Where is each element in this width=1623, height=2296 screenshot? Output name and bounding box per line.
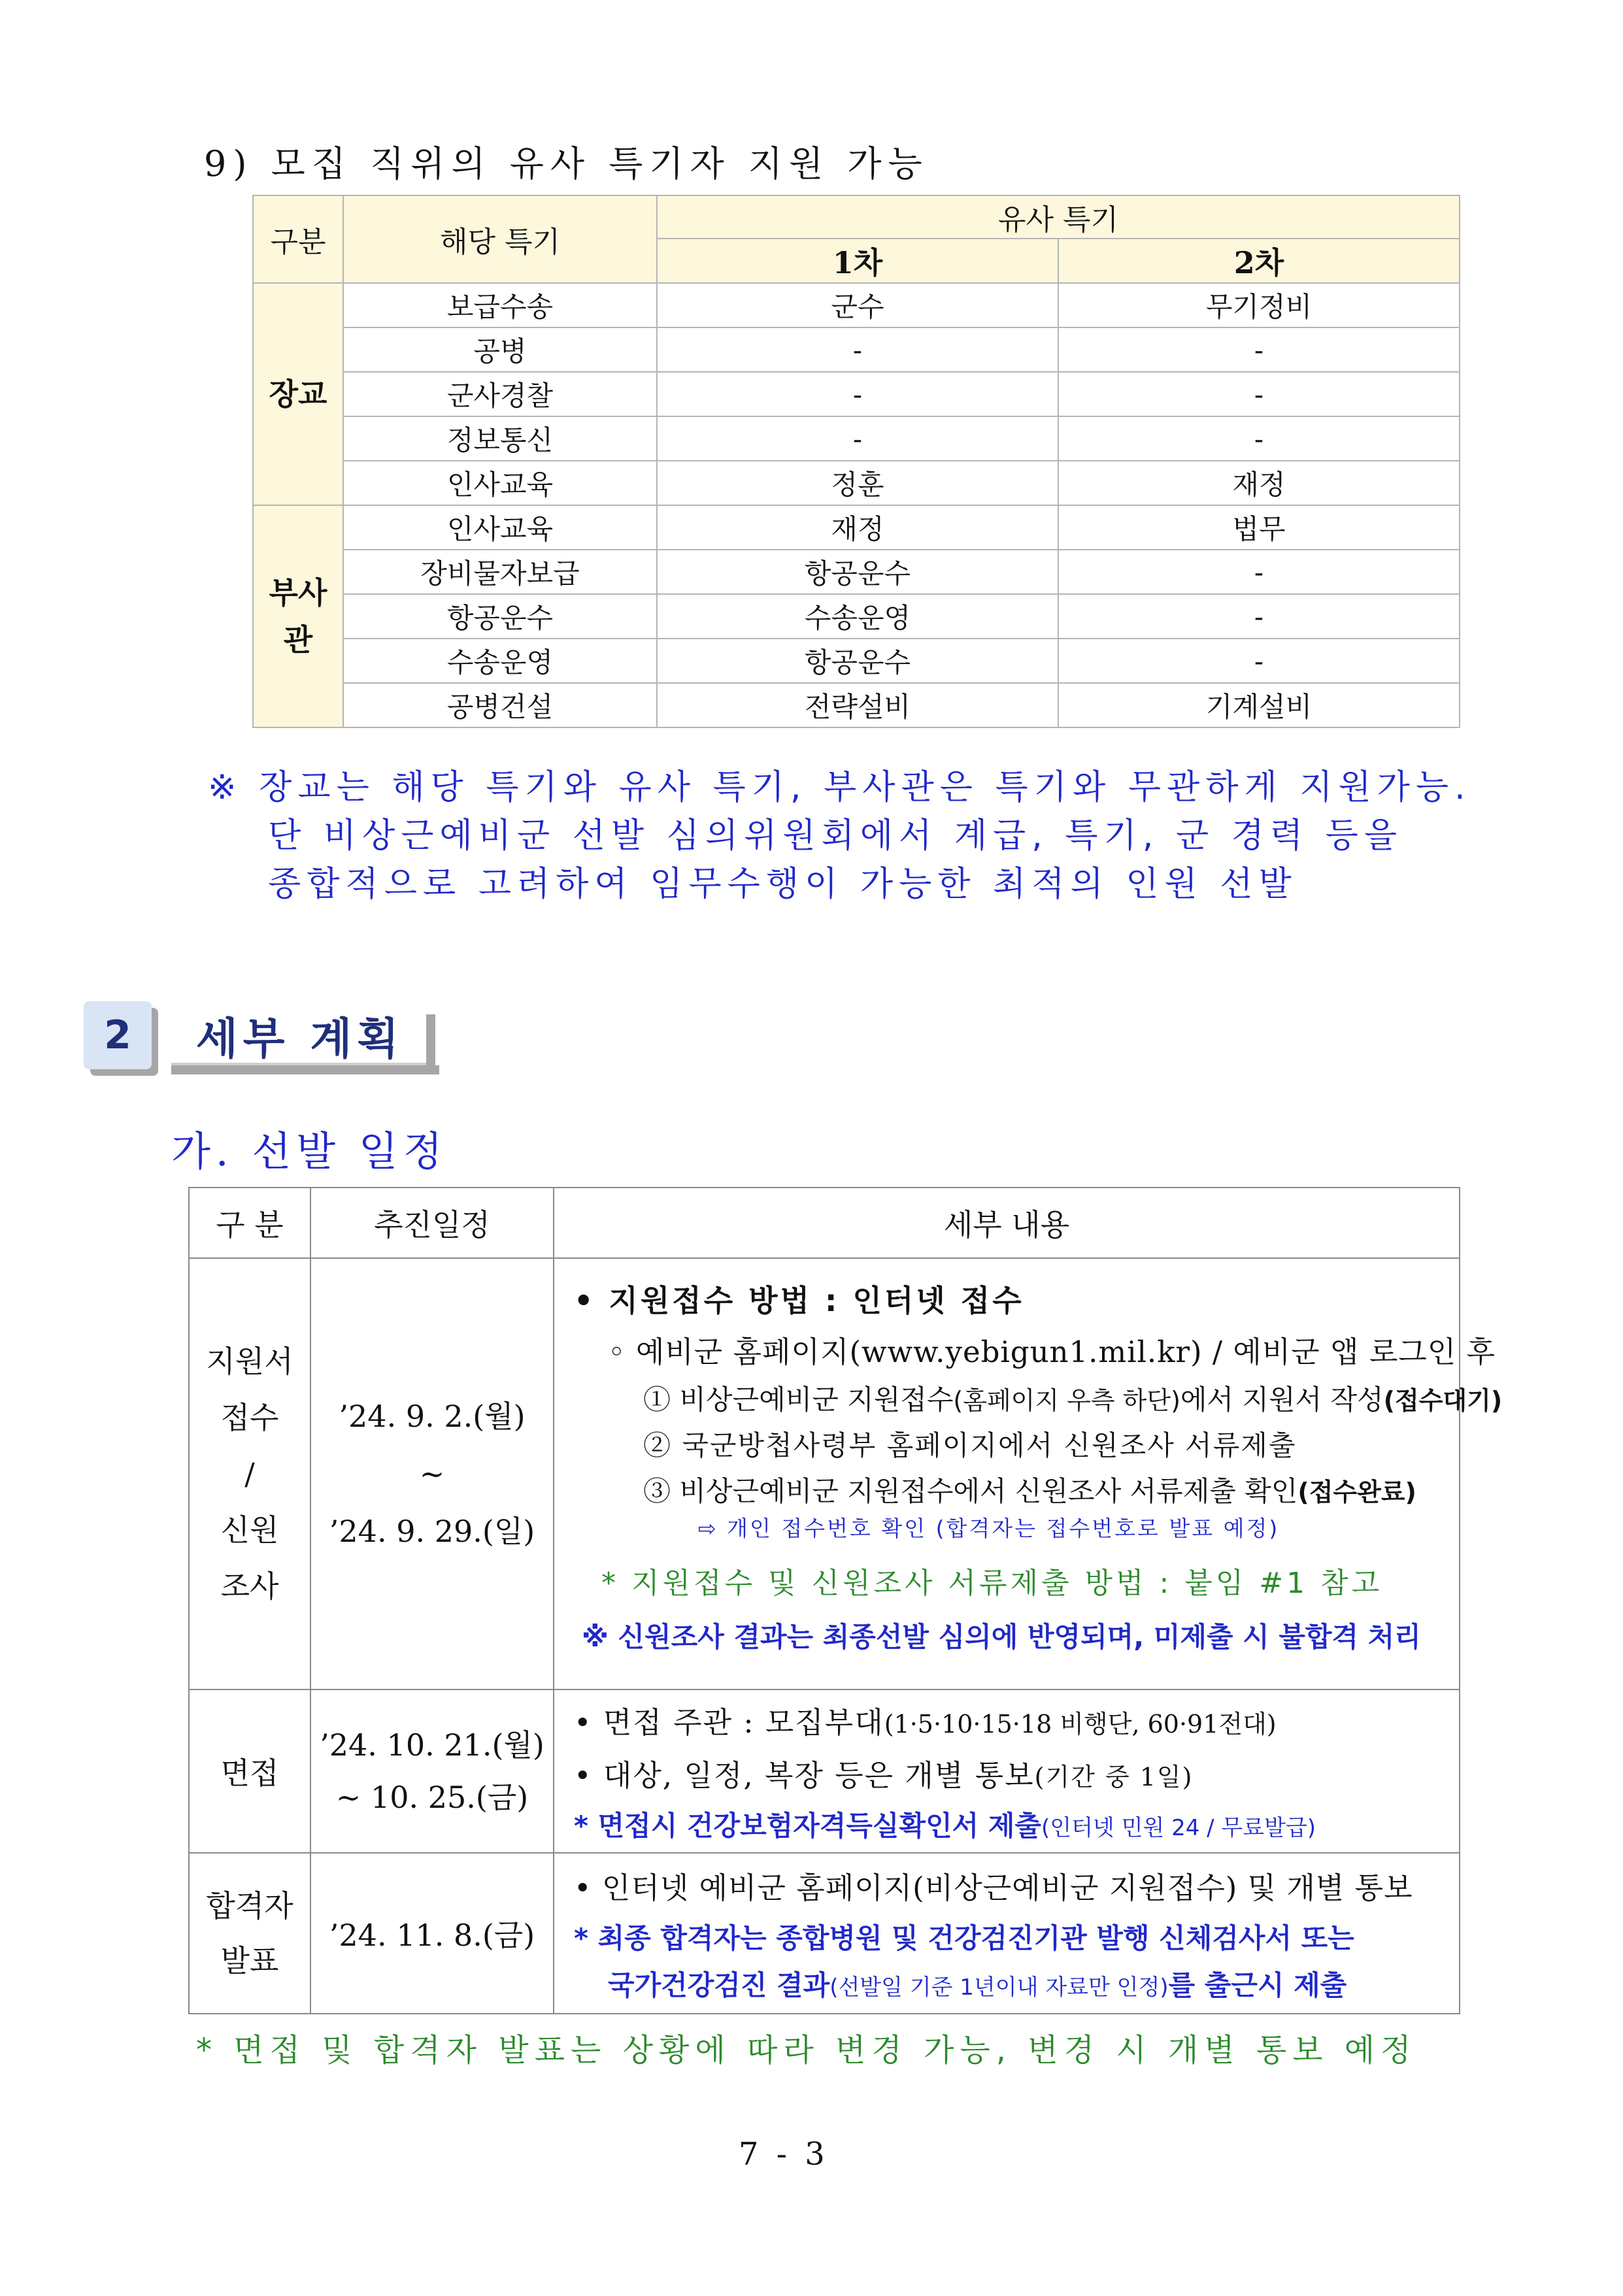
category-line: 조사 xyxy=(220,1569,279,1604)
second-cell: - xyxy=(1058,327,1460,372)
header-category: 구분 xyxy=(253,195,343,283)
first-cell: 재정 xyxy=(657,505,1058,550)
table-row xyxy=(253,327,1460,372)
first-cell: 군수 xyxy=(657,283,1058,327)
table-row xyxy=(253,283,1460,327)
category-cell xyxy=(189,1258,310,1689)
category-line: 신원 xyxy=(220,1512,279,1548)
note-line-3: 종합적으로 고려하여 임무수행이 가능한 최적의 인원 선발 xyxy=(268,865,1297,904)
specialty-cell: 정보통신 xyxy=(343,416,657,461)
second-cell: 재정 xyxy=(1058,461,1460,505)
note-line-2: 단 비상근예비군 선발 심의위원회에서 계급, 특기, 군 경력 등을 xyxy=(268,816,1403,856)
schedule-row-announcement xyxy=(189,1853,1460,2014)
warning-note: ※ 신원조사 결과는 최종선발 심의에 반영되며, 미제출 시 불합격 처리 xyxy=(582,1621,1421,1653)
application-method: • 지원접수 방법 : 인터넷 접수 xyxy=(574,1283,1024,1318)
header-first: 1차 xyxy=(657,239,1058,283)
second-cell: 법무 xyxy=(1058,505,1460,550)
date-line: ~ 10. 25.(금) xyxy=(335,1780,529,1815)
step-1-text: ① 비상근예비군 지원접수 xyxy=(643,1384,954,1416)
specialty-cell: 공병 xyxy=(343,327,657,372)
interview-host-text: • 면접 주관 : 모집부대 xyxy=(574,1705,884,1740)
section-bracket xyxy=(426,1014,435,1074)
category-line: 지원서 xyxy=(206,1344,293,1379)
section-number: 2 xyxy=(104,1012,131,1058)
category-line: / xyxy=(244,1456,255,1491)
first-cell: - xyxy=(657,372,1058,416)
step-3-status: (접수완료) xyxy=(1297,1478,1416,1506)
note-line-1: ※ 장교는 해당 특기와 유사 특기, 부사관은 특기와 무관하게 지원가능. xyxy=(208,768,1471,807)
category-cell xyxy=(189,1853,310,2014)
first-cell: 항공운수 xyxy=(657,550,1058,594)
subsection-title: 가. 선발 일정 xyxy=(171,1127,448,1175)
detail-cell xyxy=(554,1853,1460,2014)
second-cell: - xyxy=(1058,372,1460,416)
table-row xyxy=(253,550,1460,594)
specialty-cell: 공병건설 xyxy=(343,683,657,727)
second-cell: - xyxy=(1058,639,1460,683)
step-1-note: (홈페이지 우측 하단) xyxy=(953,1386,1180,1415)
specialty-cell: 항공운수 xyxy=(343,594,657,639)
specialty-cell: 군사경찰 xyxy=(343,372,657,416)
group-nco-line1: 부사 xyxy=(269,575,327,610)
header-second: 2차 xyxy=(1058,239,1460,283)
specialty-cell: 보급수송 xyxy=(343,283,657,327)
interview-notice-text: • 대상, 일정, 복장 등은 개별 통보 xyxy=(574,1758,1035,1793)
first-cell: 정훈 xyxy=(657,461,1058,505)
first-cell: 전략설비 xyxy=(657,683,1058,727)
header-detail: 세부 내용 xyxy=(554,1188,1460,1258)
step-1-status: (접수대기) xyxy=(1383,1386,1503,1415)
table-row xyxy=(253,639,1460,683)
first-cell: 수송운영 xyxy=(657,594,1058,639)
final-document-text: 국가건강검진 결과 xyxy=(608,1969,830,2001)
footnote: * 면접 및 합격자 발표는 상황에 따라 변경 가능, 변경 시 개별 통보 예정 xyxy=(196,2032,1417,2069)
interview-host-units: (1·5·10·15·18 비행단, 60·91전대) xyxy=(884,1710,1277,1739)
step-1-text-2: 에서 지원서 작성 xyxy=(1180,1384,1384,1416)
similar-specialty-table xyxy=(252,195,1460,728)
final-document-note-2 xyxy=(574,1964,1459,2003)
final-document-condition: (선발일 기준 1년이내 자료만 인정) xyxy=(829,1974,1169,2001)
second-cell: 기계설비 xyxy=(1058,683,1460,727)
receipt-number-note: ⇨ 개인 접수번호 확인 (합격자는 접수번호로 발표 예정) xyxy=(698,1516,1280,1541)
detail-cell xyxy=(554,1258,1503,1689)
final-document-end: 를 출근시 제출 xyxy=(1168,1969,1347,2001)
interview-document-note: (인터넷 민원 24 / 무료발급) xyxy=(1041,1815,1316,1841)
date-line: ’24. 9. 29.(일) xyxy=(329,1514,535,1549)
interview-host xyxy=(574,1699,1459,1741)
section-underline xyxy=(171,1065,439,1074)
specialty-cell: 인사교육 xyxy=(343,505,657,550)
interview-notice-period: (기간 중 1일) xyxy=(1034,1763,1194,1791)
category-cell: 면접 xyxy=(189,1689,310,1853)
category-line: 발표 xyxy=(220,1943,279,1978)
second-cell: - xyxy=(1058,550,1460,594)
date-cell: ’24. 11. 8.(금) xyxy=(310,1853,554,2014)
header-category: 구 분 xyxy=(189,1188,310,1258)
final-document-note: * 최종 합격자는 종합병원 및 건강검진기관 발행 신체검사서 또는 xyxy=(574,1922,1354,1954)
section-title: 세부 계획 xyxy=(196,1014,405,1064)
table-row xyxy=(253,505,1460,550)
table-row xyxy=(253,372,1460,416)
specialty-cell: 장비물자보급 xyxy=(343,550,657,594)
date-line: ’24. 9. 2.(월) xyxy=(339,1399,526,1434)
specialty-cell: 수송운영 xyxy=(343,639,657,683)
page-number: 7 - 3 xyxy=(739,2136,829,2172)
first-cell: 항공운수 xyxy=(657,639,1058,683)
date-cell xyxy=(310,1689,554,1853)
category-line: 합격자 xyxy=(206,1888,293,1923)
category-line: 접수 xyxy=(220,1400,279,1435)
step-2: ② 국군방첩사령부 홈페이지에서 신원조사 서류제출 xyxy=(643,1429,1297,1461)
table-row xyxy=(253,594,1460,639)
interview-document-text: * 면접시 건강보험자격득실확인서 제출 xyxy=(574,1810,1041,1842)
homepage-instruction: ◦ 예비군 홈페이지(www.yebigun1.mil.kr) / 예비군 앱 로그인 후 xyxy=(608,1335,1496,1369)
header-specialty: 해당 특기 xyxy=(343,195,657,283)
heading-item-9: 9) 모집 직위의 유사 특기자 지원 가능 xyxy=(204,143,929,184)
second-cell: 무기정비 xyxy=(1058,283,1460,327)
interview-document xyxy=(574,1805,1459,1844)
specialty-cell: 인사교육 xyxy=(343,461,657,505)
announcement-method: • 인터넷 예비군 홈페이지(비상근예비군 지원접수) 및 개별 통보 xyxy=(574,1870,1413,1905)
step-1 xyxy=(574,1378,1503,1418)
detail-cell xyxy=(554,1689,1460,1853)
header-similar: 유사 특기 xyxy=(657,195,1460,239)
date-line: ~ xyxy=(419,1456,445,1491)
first-cell: - xyxy=(657,416,1058,461)
table-row xyxy=(253,683,1460,727)
group-officer: 장교 xyxy=(253,283,343,505)
schedule-row-interview xyxy=(189,1689,1460,1853)
table-row xyxy=(253,416,1460,461)
reference-note: * 지원접수 및 신원조사 서류제출 방법 : 붙임 #1 참고 xyxy=(601,1567,1383,1600)
date-line: ’24. 10. 21.(월) xyxy=(320,1727,544,1763)
schedule-table xyxy=(188,1187,1503,2014)
table-row xyxy=(253,461,1460,505)
interview-notice xyxy=(574,1752,1459,1794)
group-nco-line2: 관 xyxy=(283,622,313,657)
step-3-text: ③ 비상근예비군 지원접수에서 신원조사 서류제출 확인 xyxy=(643,1475,1298,1507)
header-date: 추진일정 xyxy=(310,1188,554,1258)
date-cell xyxy=(310,1258,554,1689)
schedule-row-application xyxy=(189,1258,1460,1689)
first-cell: - xyxy=(657,327,1058,372)
group-nco xyxy=(253,505,343,727)
second-cell: - xyxy=(1058,594,1460,639)
second-cell: - xyxy=(1058,416,1460,461)
step-3 xyxy=(574,1470,1459,1509)
